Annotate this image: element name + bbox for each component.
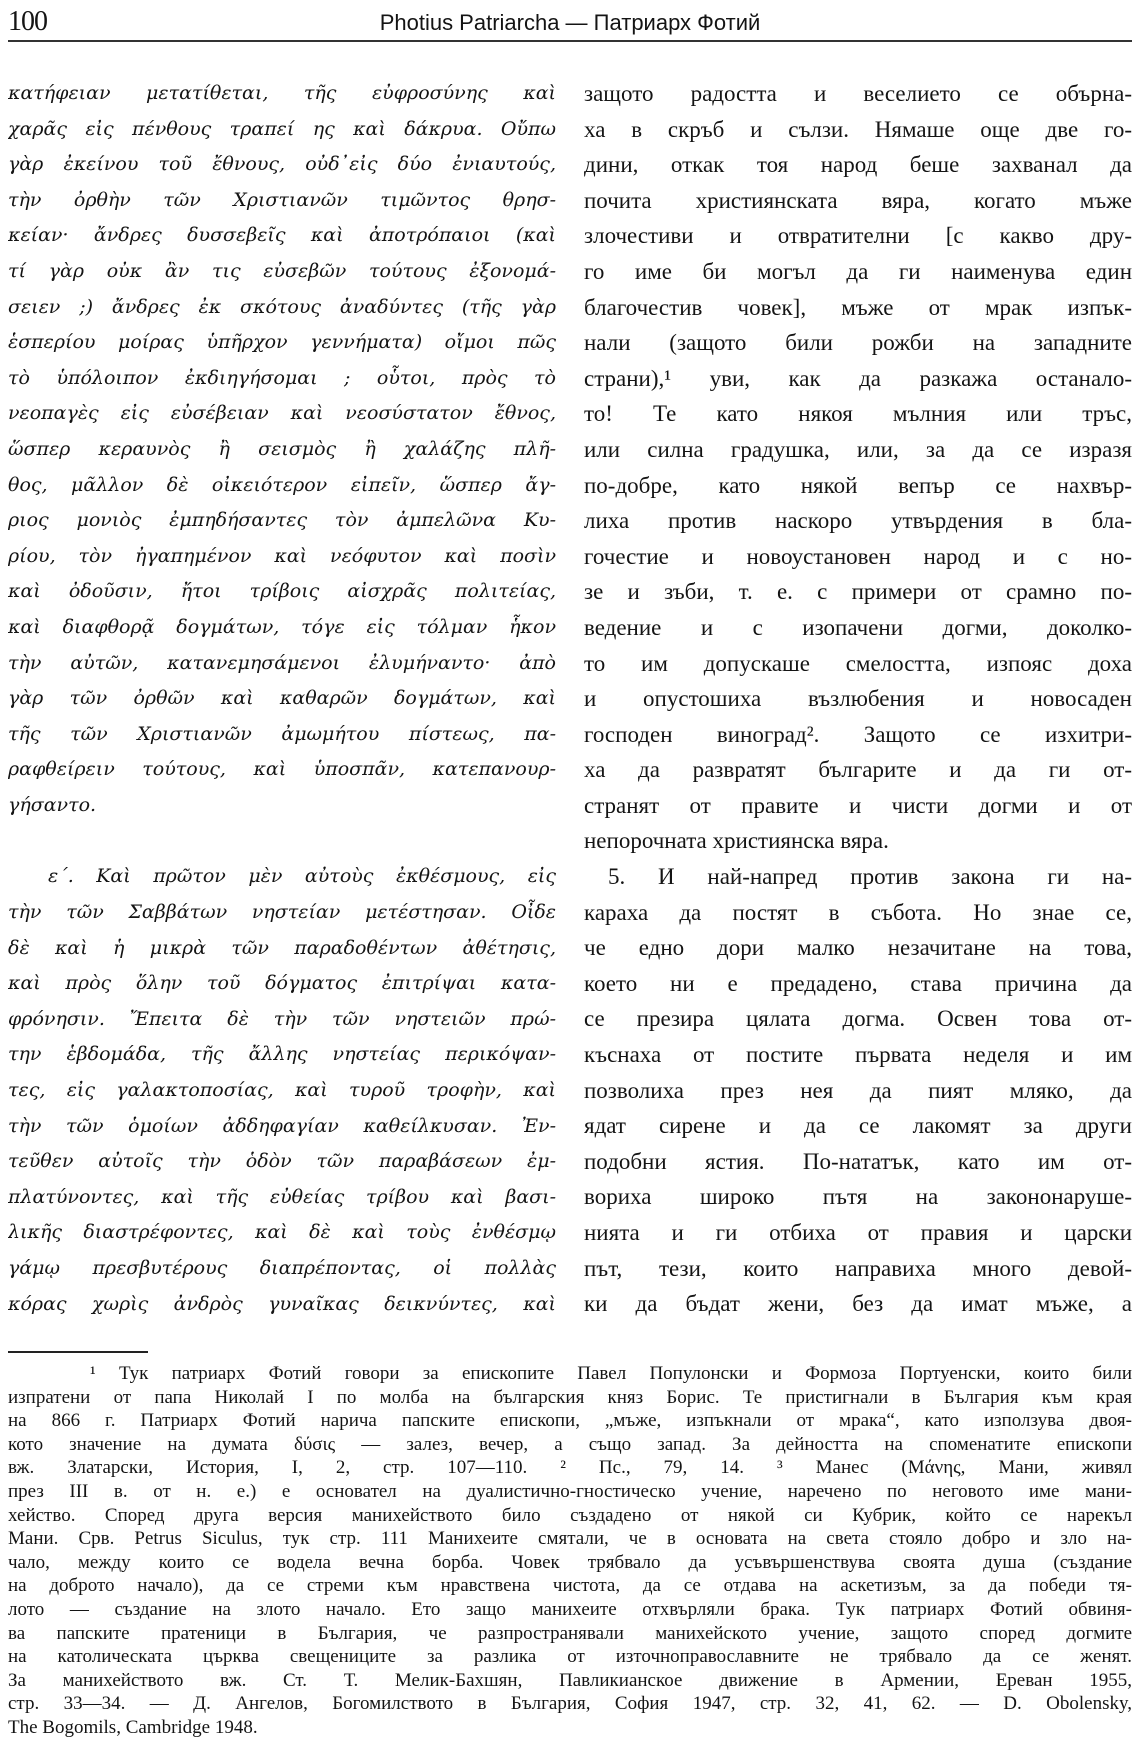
text-line: то им допускаше смелостта, изпояс доха xyxy=(584,650,1132,676)
footnote-line: кото значение на думата δύσις — залез, вечер, а също запад. За дейността на споменатите епископи xyxy=(8,1433,1132,1455)
text-line: позволиха през нея да пият мляко, да xyxy=(584,1077,1132,1103)
text-line: че едно дори малко незачитане на това, xyxy=(584,935,1132,961)
text-line: σειεν ;) ἄνδρες ἐκ σκότους ἀναδύντες (τῆς γὰρ xyxy=(8,295,556,318)
text-line: τὸ ὑπόλοιπον ἐκδιηγήσομαι ; οὗτοι, πρὸς τὸ xyxy=(8,366,556,389)
text-line: странят от правите и чисти догми и от xyxy=(584,792,1132,818)
paragraph-gap xyxy=(8,823,556,859)
text-line: господен виноград². Защото се изхитри- xyxy=(584,721,1132,747)
text-line: γάμῳ πρεσβυτέρους διαπρέποντας, οἱ πολλὰς xyxy=(8,1257,556,1279)
text-line: λικῆς διαστρέφοντες, καὶ δὲ καὶ τοὺς ἐνθέσμῳ xyxy=(8,1221,556,1244)
text-line: караха да постят в събота. Но знае се, xyxy=(584,899,1132,925)
page-number: 100 xyxy=(8,6,47,37)
text-line: καὶ πρὸς ὅλην τοῦ δόγματος ἐπιτρίψαι κατα- xyxy=(8,972,556,995)
footnote-line: на доброто начало), да се стреми към нравствена чистота, да се отдава на аскетизъм, за да победи тя- xyxy=(8,1575,1132,1597)
text-line: τὴν ὀρθὴν τῶν Χριστιανῶν τιμῶντος θρησ- xyxy=(8,188,556,211)
bulgarian-column xyxy=(584,76,1132,1326)
text-line: κόρας χωρὶς ἀνδρὸς γυναῖκας δεικνύντες, καὶ xyxy=(8,1292,556,1315)
footnote-line: За манихейството вж. Ст. Т. Мелик-Бахшян, Павликианское движение в Армении, Ереван 1955, xyxy=(8,1669,1132,1691)
text-line: κατήφειαν μετατίθεται, τῆς εὐφροσύνης καὶ xyxy=(8,82,556,104)
text-line: νεοπαγὲς εἰς εὐσέβειαν καὶ νεοσύστατον ἔθνος, xyxy=(8,402,556,425)
footnote-line: ¹ Тук патриарх Фотий говори за епископите Павел Популонски и Формоза Портуенски, които били xyxy=(90,1363,1132,1384)
text-line: την ἑβδομάδα, τῆς ἄλλης νηστείας περικόψαν- xyxy=(8,1043,556,1066)
bulgarian-block-1 xyxy=(584,76,1132,859)
footnote-line: на католическата църква свещениците за разлика от източноправославните не трябвало да се женят. xyxy=(8,1646,1132,1668)
text-line: зе и зъби, т. е. с примери от срамно по- xyxy=(584,579,1132,605)
footnote-line: вж. Златарски, История, I, 2, стр. 107—110. ² Пс., 79, 14. ³ Манес (Μάνης, Мани, живял xyxy=(8,1457,1132,1479)
text-line: нали (защото били рожби на западните xyxy=(584,330,1132,356)
text-line: ядат сирене и да се лакомят за други xyxy=(584,1113,1132,1139)
text-line: или силна градушка, или, за да се изразя xyxy=(584,436,1132,462)
text-line: страни),¹ уви, как да разкажа останало- xyxy=(584,365,1132,391)
text-line: благочестив човек], мъже от мрак изпък- xyxy=(584,294,1132,320)
text-line xyxy=(584,1322,1132,1326)
text-line: χαρᾶς εἰς πένθους τραπεί ης καὶ δάκρυα. Οὔπω xyxy=(8,117,556,140)
text-line: по-добре, като някой вепър се нахвър- xyxy=(584,472,1132,498)
text-line: ха в скръб и сълзи. Нямаше още две го- xyxy=(584,116,1132,142)
text-line: τεῦθεν αὐτοῖς τὴν ὁδὸν τῶν παραβάσεων ἐμ- xyxy=(8,1150,556,1173)
text-line: почита християнската вяра, когато мъже xyxy=(584,187,1132,213)
text-line: подобни ястия. По-нататък, като им от- xyxy=(584,1148,1132,1174)
text-line: τὴν τῶν ὁμοίων ἀδδηφαγίαν καθείλκυσαν. Ἐν- xyxy=(8,1114,556,1137)
text-line: непорочната християнска вяра. xyxy=(584,828,889,854)
greek-column xyxy=(8,76,556,1326)
footnote-line: през III в. от н. е.) е основател на дуалистично-гностическо учение, наречено по неговото име мани- xyxy=(8,1480,1132,1502)
text-line: τὴν τῶν Σαββάτων νηστείαν μετέστησαν. Οἶδε xyxy=(8,901,556,924)
text-line: къснаха от постите първата неделя и им xyxy=(584,1042,1132,1068)
footnote-rule xyxy=(8,1351,148,1353)
footnote-line: The Bogomils, Cambridge 1948. xyxy=(8,1716,258,1738)
text-line: защото радостта и веселието се обърна- xyxy=(584,81,1132,106)
text-line: ха да развратят българите и да ги от- xyxy=(584,757,1132,783)
text-line: път, тези, които направиха много девой- xyxy=(584,1255,1132,1281)
footnote-line: изпратени от папа Николай I по молба на българския княз Борис. Те пристигнали в България към края xyxy=(8,1386,1132,1408)
footnote-line: чало, между които се водела вечна борба. Човек трябвало да усъвършенствува своята душа (създание xyxy=(8,1551,1132,1573)
text-line: γὰρ τῶν ὀρθῶν καὶ καθαρῶν δογμάτων, καὶ xyxy=(8,687,556,710)
text-line: πλατύνοντες, καὶ τῆς εὐθείας τρίβου καὶ βασι- xyxy=(8,1185,556,1208)
text-line: дини, откак тоя народ беше захванал да xyxy=(584,152,1132,178)
footnotes xyxy=(8,1362,1132,1742)
footnote-line: хейство. Според друга версия манихейството било създадено от някой си Кубрик, който се нарекъл xyxy=(8,1504,1132,1526)
footnote-line: стр. 33—34. — Д. Ангелов, Богомилството в България, София 1947, стр. 32, 41, 62. — D. Obolensky, xyxy=(8,1693,1132,1715)
text-line: κείαν· ἄνδρες δυσσεβεῖς καὶ ἀποτρόπαιοι (καὶ xyxy=(8,224,556,247)
text-line: καὶ ὀδοῦσιν, ἤτοι τρίβοις αἰσχρᾶς πολιτείας, xyxy=(8,580,556,603)
text-line: ведение и с изопачени догми, доколко- xyxy=(584,614,1132,640)
text-line: се презира цялата догма. Освен това от- xyxy=(584,1006,1132,1032)
text-line: ριος μονιὸς ἐμπηδήσαντες τὸν ἀμπελῶνα Κυ- xyxy=(8,509,556,532)
text-line: τῆς τῶν Χριστιανῶν ἀμωμήτου πίστεως, πα- xyxy=(8,722,556,745)
text-line: ки да бъдат жени, без да имат мъже, а xyxy=(584,1291,1132,1317)
text-line: лиха против наскоро утвърдения в бла- xyxy=(584,508,1132,534)
text-line: ἑσπερίου μοίρας ὑπῆρχον γεννήματα) οἴμοι πῶς xyxy=(8,331,556,354)
text-line: ε΄. Καὶ πρῶτον μὲν αὐτοὺς ἐκθέσμους, εἰς xyxy=(48,865,556,888)
running-title: Photius Patriarcha — Патриарх Фотий xyxy=(379,10,761,35)
header-rule xyxy=(8,40,1132,42)
text-line: γὰρ ἐκείνου τοῦ ἔθνους, οὐδ᾽εἰς δύο ἐνιαυτούς, xyxy=(8,153,556,176)
greek-block-1 xyxy=(8,76,556,823)
text-line: 5. И най-напред против закона ги на- xyxy=(608,864,1132,890)
text-line: вориха широко пътя на закононаруше- xyxy=(584,1184,1132,1210)
greek-block-2 xyxy=(8,859,556,1326)
text-line: то! Те като някоя мълния или тръс, xyxy=(584,401,1132,427)
text-line: τες, εἰς γαλακτοποσίας, καὶ τυροῦ τροφὴν, καὶ xyxy=(8,1079,556,1102)
text-line: нията и ги отбиха от правия и царски xyxy=(584,1220,1132,1245)
footnote-line: на 866 г. Патриарх Фотий нарича папските епископи, „мъже, изпъкнали от мрака“, като използува двоя- xyxy=(8,1410,1132,1432)
footnote-line: ва папските пратеници в България, че разпространявали манихейското учение, защото според догмите xyxy=(8,1622,1132,1644)
text-line: го име би могъл да ги наименува един xyxy=(584,258,1132,284)
text-line: καὶ διαφθορᾷ δογμάτων, τόγε εἰς τόλμαν ἧκον xyxy=(8,615,556,638)
footnote-line: Мани. Срв. Petrus Siculus, тук стр. 111 Манихеите смятали, че в основата на света стояло добро и зло на- xyxy=(8,1528,1132,1550)
text-line: което ни е предадено, става причина да xyxy=(584,970,1132,996)
text-line: φρόνησιν. Ἔπειτα δὲ τὴν τῶν νηστειῶν πρώ- xyxy=(8,1007,556,1030)
text-line: злочестиви и отвратителни [с какво дру- xyxy=(584,223,1132,249)
text-line xyxy=(8,1322,556,1326)
text-line: τὴν αὐτῶν, κατανεμησάμενοι ἐλυμήναντο· ἀπὸ xyxy=(8,651,556,674)
bulgarian-block-2 xyxy=(584,859,1132,1326)
text-line: ρίου, τὸν ἠγαπημένον καὶ νεόφυτον καὶ ποσὶν xyxy=(8,544,556,567)
text-line: и опустошиха възлюбения и новосаден xyxy=(584,686,1132,712)
text-line: ὥσπερ κεραυνὸς ἢ σεισμὸς ἢ χαλάζης πλῆ- xyxy=(8,437,556,460)
text-line: γήσαντο. xyxy=(8,793,97,816)
text-line: ραφθείρειν τούτους, καὶ ὑποσπᾶν, κατεπανουρ- xyxy=(8,758,556,781)
text-line: θος, μᾶλλον δὲ οἰκειότερον εἰπεῖν, ὥσπερ ἄγ- xyxy=(8,473,556,496)
footnote-line: лото — създание на злото начало. Ето защо манихеите отхвърляли брака. Тук патриарх Фотий обвиня- xyxy=(8,1598,1132,1620)
page-header xyxy=(8,4,1132,40)
text-line: δὲ καὶ ἡ μικρὰ τῶν παραδοθέντων ἀθέτησις, xyxy=(8,936,556,959)
text-line: τί γὰρ οὐκ ἂν τις εὐσεβῶν τούτους ἐξονομά- xyxy=(8,259,556,282)
text-line: гочестие и новоустановен народ и с но- xyxy=(584,543,1132,569)
